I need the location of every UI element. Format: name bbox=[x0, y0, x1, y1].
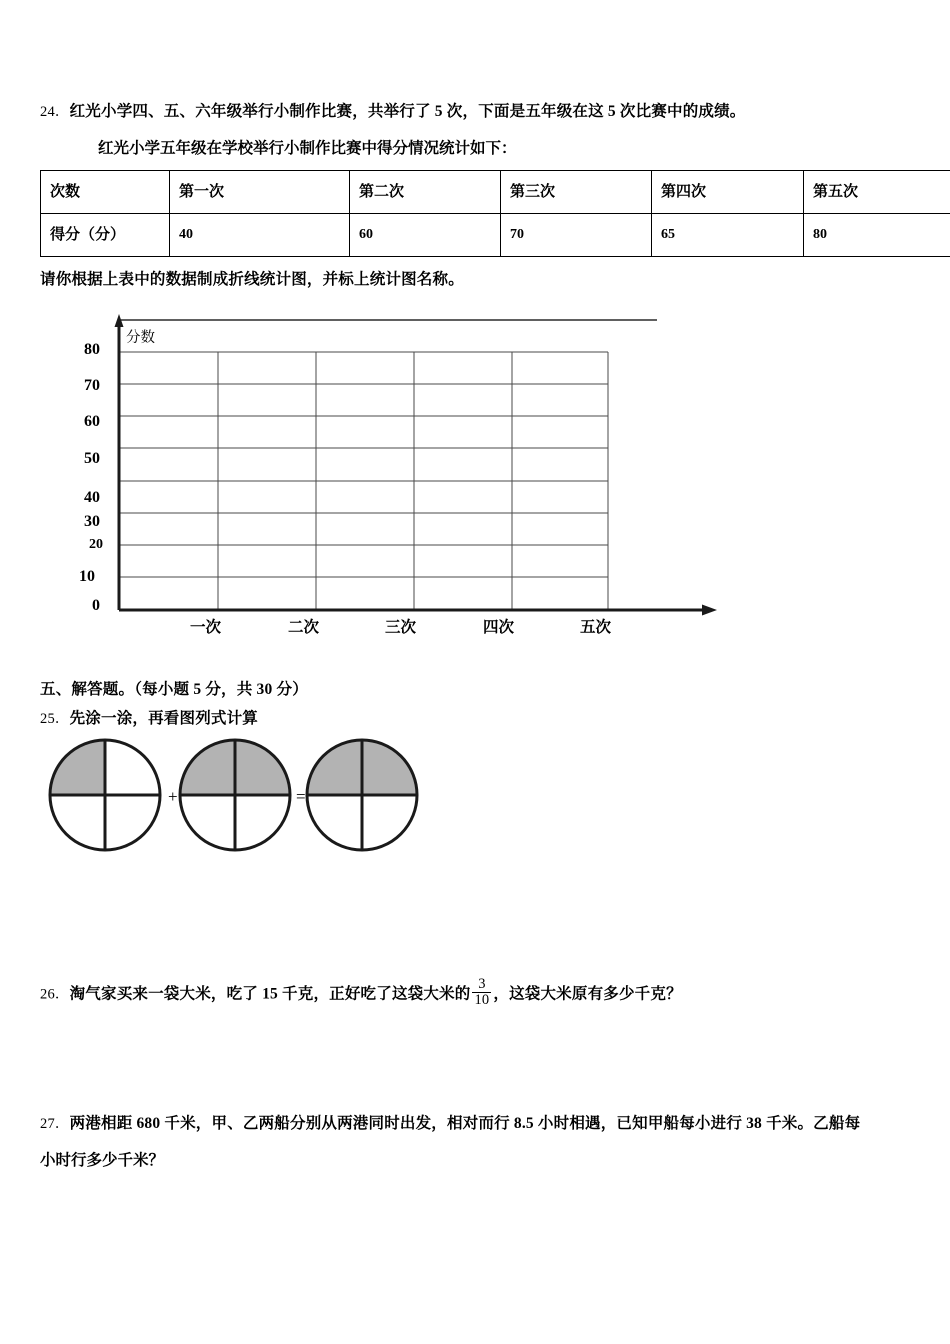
table-row-header-label: 次数 bbox=[41, 171, 170, 214]
chart-ytick-0: 0 bbox=[92, 597, 100, 614]
table-cell-score-4: 65 bbox=[652, 214, 804, 257]
fraction-three-tenths bbox=[472, 977, 491, 1009]
table-col-1: 第一次 bbox=[170, 171, 350, 214]
chart-ytick-70: 70 bbox=[84, 377, 100, 394]
chart-ytick-30: 30 bbox=[84, 513, 100, 530]
question-25-stem bbox=[40, 707, 258, 731]
table-col-3: 第三次 bbox=[501, 171, 652, 214]
chart-xtick-4: 四次 bbox=[483, 619, 515, 636]
line-chart-blank-grid bbox=[40, 300, 800, 650]
question-26-text-after: ，这袋大米原有多少千克？ bbox=[493, 985, 682, 1003]
chart-xtick-3: 三次 bbox=[385, 619, 417, 636]
question-25-stem-text: 先涂一涂，再看图列式计算 bbox=[69, 710, 259, 727]
fraction-circle-1 bbox=[50, 740, 160, 850]
fraction-denominator: 10 bbox=[474, 992, 490, 1009]
chart-xtick-5: 五次 bbox=[580, 619, 612, 636]
fraction-circle-3 bbox=[307, 740, 417, 850]
operator-equals: = bbox=[296, 787, 306, 806]
question-27-number: 27． bbox=[40, 1116, 70, 1132]
table-cell-score-3: 70 bbox=[501, 214, 652, 257]
table-row-scores-label: 得分（分） bbox=[41, 214, 170, 257]
chart-ytick-40: 40 bbox=[84, 489, 100, 506]
table-col-2: 第二次 bbox=[350, 171, 501, 214]
chart-xtick-1: 一次 bbox=[190, 619, 222, 636]
table-cell-score-1: 40 bbox=[170, 214, 350, 257]
table-col-4: 第四次 bbox=[652, 171, 804, 214]
chart-xtick-2: 二次 bbox=[288, 619, 320, 636]
question-25-number: 25． bbox=[40, 711, 70, 727]
question-24-stem-text: 红光小学四、五、六年级举行小制作比赛，共举行了 5 次，下面是五年级在这 5 次比赛中的成绩。 bbox=[69, 103, 746, 120]
chart-svg bbox=[40, 300, 800, 650]
fraction-circles-svg bbox=[40, 730, 460, 860]
question-27-stem bbox=[40, 1112, 860, 1136]
question-25-diagram bbox=[40, 730, 460, 860]
table-cell-score-5: 80 bbox=[804, 214, 950, 257]
chart-ytick-60: 60 bbox=[84, 413, 100, 430]
question-24-subtitle: 红光小学五年级在学校举行小制作比赛中得分情况统计如下： bbox=[98, 140, 517, 157]
question-27-line-2: 小时行多少千米？ bbox=[40, 1152, 165, 1169]
question-24-instruction: 请你根据上表中的数据制成折线统计图，并标上统计图名称。 bbox=[40, 271, 464, 288]
question-26-stem bbox=[40, 978, 682, 1010]
table-row-scores bbox=[41, 214, 950, 257]
fraction-numerator: 3 bbox=[472, 977, 491, 993]
section-5-heading: 五、解答题。（每小题 5 分，共 30 分） bbox=[40, 681, 308, 698]
chart-ytick-20: 20 bbox=[89, 537, 103, 552]
chart-ytick-10: 10 bbox=[79, 568, 95, 585]
chart-ytick-80: 80 bbox=[84, 341, 100, 358]
chart-gridlines bbox=[120, 352, 608, 610]
table-row-header bbox=[41, 171, 950, 214]
question-27-line-1: 两港相距 680 千米，甲、乙两船分别从两港同时出发，相对而行 8.5 小时相遇，已知甲船每小进行 38 千米。乙船每 bbox=[69, 1115, 861, 1132]
chart-x-axis-arrow bbox=[702, 605, 717, 616]
table-col-5: 第五次 bbox=[804, 171, 950, 214]
chart-y-axis-label: 分数 bbox=[126, 330, 155, 346]
question-26-text-before: 淘气家买来一袋大米，吃了 15 千克，正好吃了这袋大米的 bbox=[69, 985, 471, 1003]
question-24-number: 24． bbox=[40, 104, 70, 120]
score-table bbox=[40, 170, 950, 257]
chart-ytick-50: 50 bbox=[84, 450, 100, 467]
question-26-number: 26． bbox=[40, 986, 70, 1003]
operator-plus: + bbox=[168, 787, 178, 806]
question-24-stem bbox=[40, 100, 746, 124]
table-cell-score-2: 60 bbox=[350, 214, 501, 257]
fraction-circle-2 bbox=[180, 740, 290, 850]
